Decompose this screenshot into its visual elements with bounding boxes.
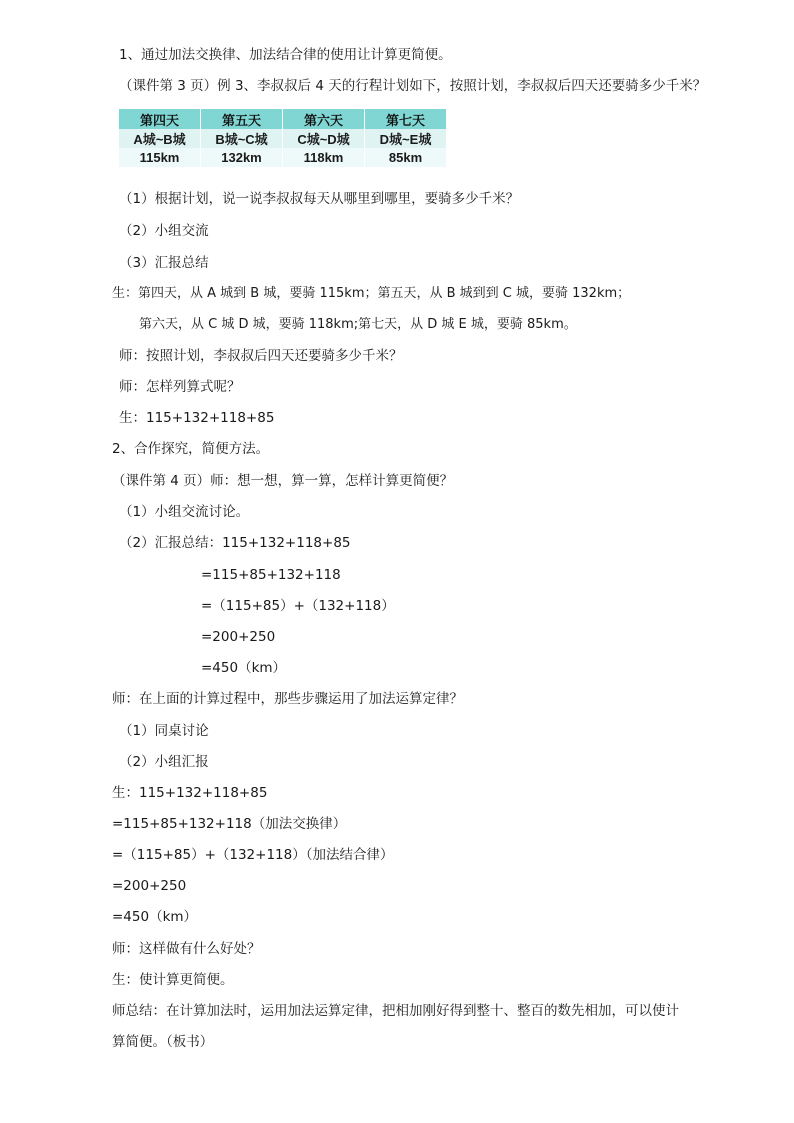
student-answer-line-1: 生：第四天，从 A 城到 B 城，要骑 115km；第五天，从 B 城到到 C 城，要骑 132km； xyxy=(112,286,631,301)
route-cell: C城~D城 xyxy=(283,129,365,148)
distance-cell: 115km xyxy=(119,148,201,167)
distance-cell: 118km xyxy=(283,148,365,167)
calc-step: =（115+85）+（132+118） xyxy=(201,598,395,614)
desk-discussion: （1）同桌讨论 xyxy=(119,723,209,739)
student-calc-step: 生：115+132+118+85 xyxy=(112,785,268,801)
section-heading-1: 1、通过加法交换律、加法结合律的使用让计算更简便。 xyxy=(119,47,452,63)
group-report: （2）小组汇报 xyxy=(119,754,209,770)
route-cell: A城~B城 xyxy=(119,129,201,148)
student-calc-step: =（115+85）+（132+118）（加法结合律） xyxy=(112,847,394,863)
table-header-day7: 第七天 xyxy=(365,109,447,129)
teacher-summary-line-2: 算简便。（板书） xyxy=(112,1034,214,1050)
student-calc-step: =115+85+132+118（加法交换律） xyxy=(112,816,347,832)
teacher-summary-line-1: 师总结：在计算加法时，运用加法运算定律，把相加刚好得到整十、整百的数先相加，可以使计 xyxy=(112,1003,679,1019)
report-summary: （2）汇报总结：115+132+118+85 xyxy=(119,535,351,551)
step-2: （2）小组交流 xyxy=(119,223,209,239)
student-expression: 生：115+132+118+85 xyxy=(119,410,275,426)
step-1: （1）根据计划，说一说李叔叔每天从哪里到哪里，要骑多少千米？ xyxy=(119,191,520,207)
student-answer-line-2: 第六天，从 C 城 D 城，要骑 118km;第七天，从 D 城 E 城，要骑 85km。 xyxy=(139,317,577,332)
teacher-question-1: 师：按照计划，李叔叔后四天还要骑多少千米？ xyxy=(119,348,403,364)
teacher-question-4: 师：这样做有什么好处？ xyxy=(112,941,261,957)
student-calc-step: =200+250 xyxy=(112,878,187,894)
table-header-day5: 第五天 xyxy=(201,109,283,129)
travel-plan-table xyxy=(119,109,447,167)
step-3: （3）汇报总结 xyxy=(119,255,209,271)
route-cell: B城~C城 xyxy=(201,129,283,148)
distance-cell: 85km xyxy=(365,148,447,167)
calc-step: =450（km） xyxy=(201,660,287,676)
example-intro: （课件第 3 页）例 3、李叔叔后 4 天的行程计划如下，按照计划，李叔叔后四天还要骑多少千米？ xyxy=(119,78,707,94)
discussion-step: （1）小组交流讨论。 xyxy=(119,504,250,520)
route-cell: D城~E城 xyxy=(365,129,447,148)
teacher-question-3: 师：在上面的计算过程中，那些步骤运用了加法运算定律？ xyxy=(112,691,463,707)
student-calc-step: =450（km） xyxy=(112,909,198,925)
table-header-day6: 第六天 xyxy=(283,109,365,129)
calc-step: =200+250 xyxy=(201,629,276,645)
calc-step: =115+85+132+118 xyxy=(201,567,341,583)
section-heading-2: 2、合作探究，简便方法。 xyxy=(112,441,270,457)
teacher-question-2: 师：怎样列算式呢？ xyxy=(119,379,241,395)
distance-cell: 132km xyxy=(201,148,283,167)
student-answer: 生：使计算更简便。 xyxy=(112,972,234,988)
courseware-page-4: （课件第 4 页）师：想一想，算一算，怎样计算更简便？ xyxy=(112,473,454,489)
table-header-day4: 第四天 xyxy=(119,109,201,129)
